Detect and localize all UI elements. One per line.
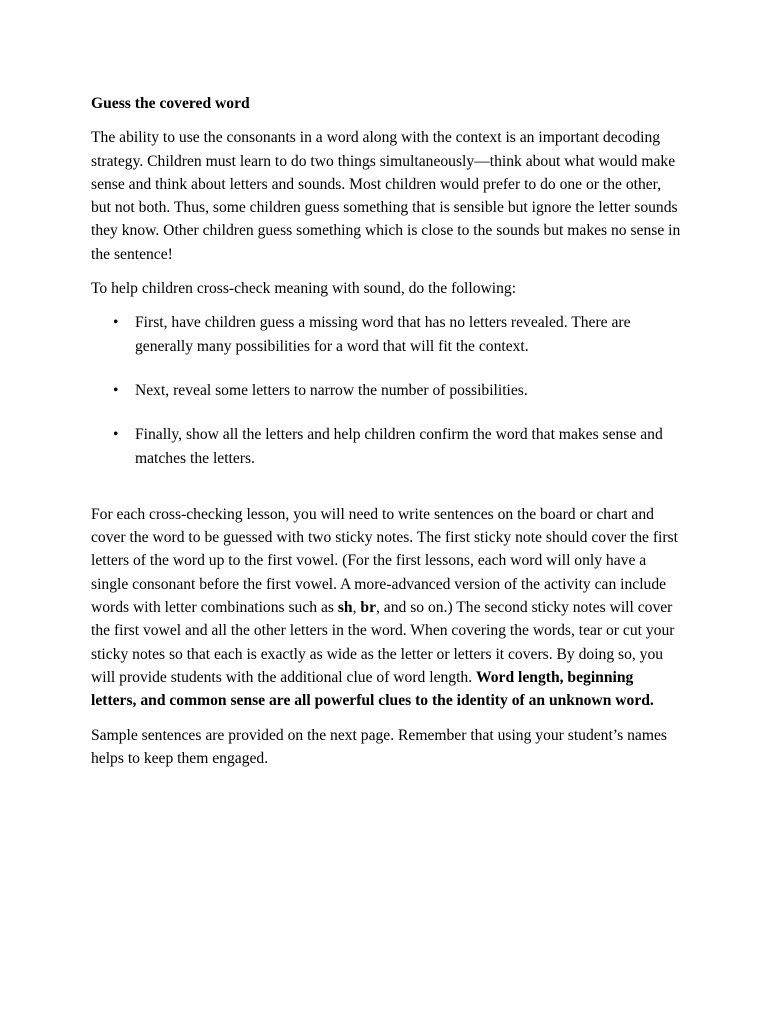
document-heading: Guess the covered word (91, 95, 250, 112)
list-item-text: Finally, show all the letters and help children confirm the word that makes sense and matches the letters. (135, 426, 663, 467)
list-item-text: Next, reveal some letters to narrow the number of possibilities. (135, 381, 528, 399)
steps-list (91, 311, 681, 469)
key-takeaway-text: Word length, beginning letters, and common sense are all powerful clues to the identity of an unknown word. (91, 668, 654, 710)
instructions-lead-paragraph: To help children cross-check meaning with sound, do the following: (91, 280, 517, 298)
paragraph-text: For each cross-checking lesson, you will need to write sentences on the board or chart and cover the word to be guessed with two sticky notes. The first sticky note should cover the first letters of the word up to the first vowel. (For the first lessons, each word will only have a single consonant before the first vowel. A more-advanced version of the activity can include words with letter combinations such as (91, 505, 678, 617)
bullet-icon: • (113, 314, 119, 332)
letter-combination-br: br (360, 599, 376, 617)
document-page (91, 92, 681, 781)
spacer (91, 491, 681, 503)
list-item-text: First, have children guess a missing word that has no letters revealed. There are generally many possibilities for a word that will fit the context. (135, 314, 631, 355)
closing-paragraph: Sample sentences are provided on the next page. Remember that using your student’s names helps to keep them engaged. (91, 726, 667, 767)
list-item (91, 379, 681, 402)
bullet-icon: • (113, 426, 119, 444)
paragraph-text: , and so on.) The second sticky notes will cover the first vowel and all the other letters in the word. When covering the words, tear or cut your sticky notes so that each is exactly as wide as the letter or letters it covers. By doing so, you will provide students with the additional clue of word length. (91, 599, 675, 686)
list-item (91, 423, 681, 470)
intro-paragraph: The ability to use the consonants in a word along with the context is an important decoding strategy. Children must learn to do two things simultaneously—think about what would make sense and think about letters and sounds. Most children would prefer to do one or the other, but not both. Thus, some children guess something that is sensible but ignore the letter sounds they know. Other children guess something which is close to the sounds but makes no sense in the sentence! (91, 129, 681, 263)
bullet-icon: • (113, 381, 119, 399)
lesson-setup-paragraph (91, 503, 681, 713)
list-item (91, 311, 681, 358)
paragraph-text: , (352, 599, 361, 617)
letter-combination-sh: sh (337, 599, 353, 617)
